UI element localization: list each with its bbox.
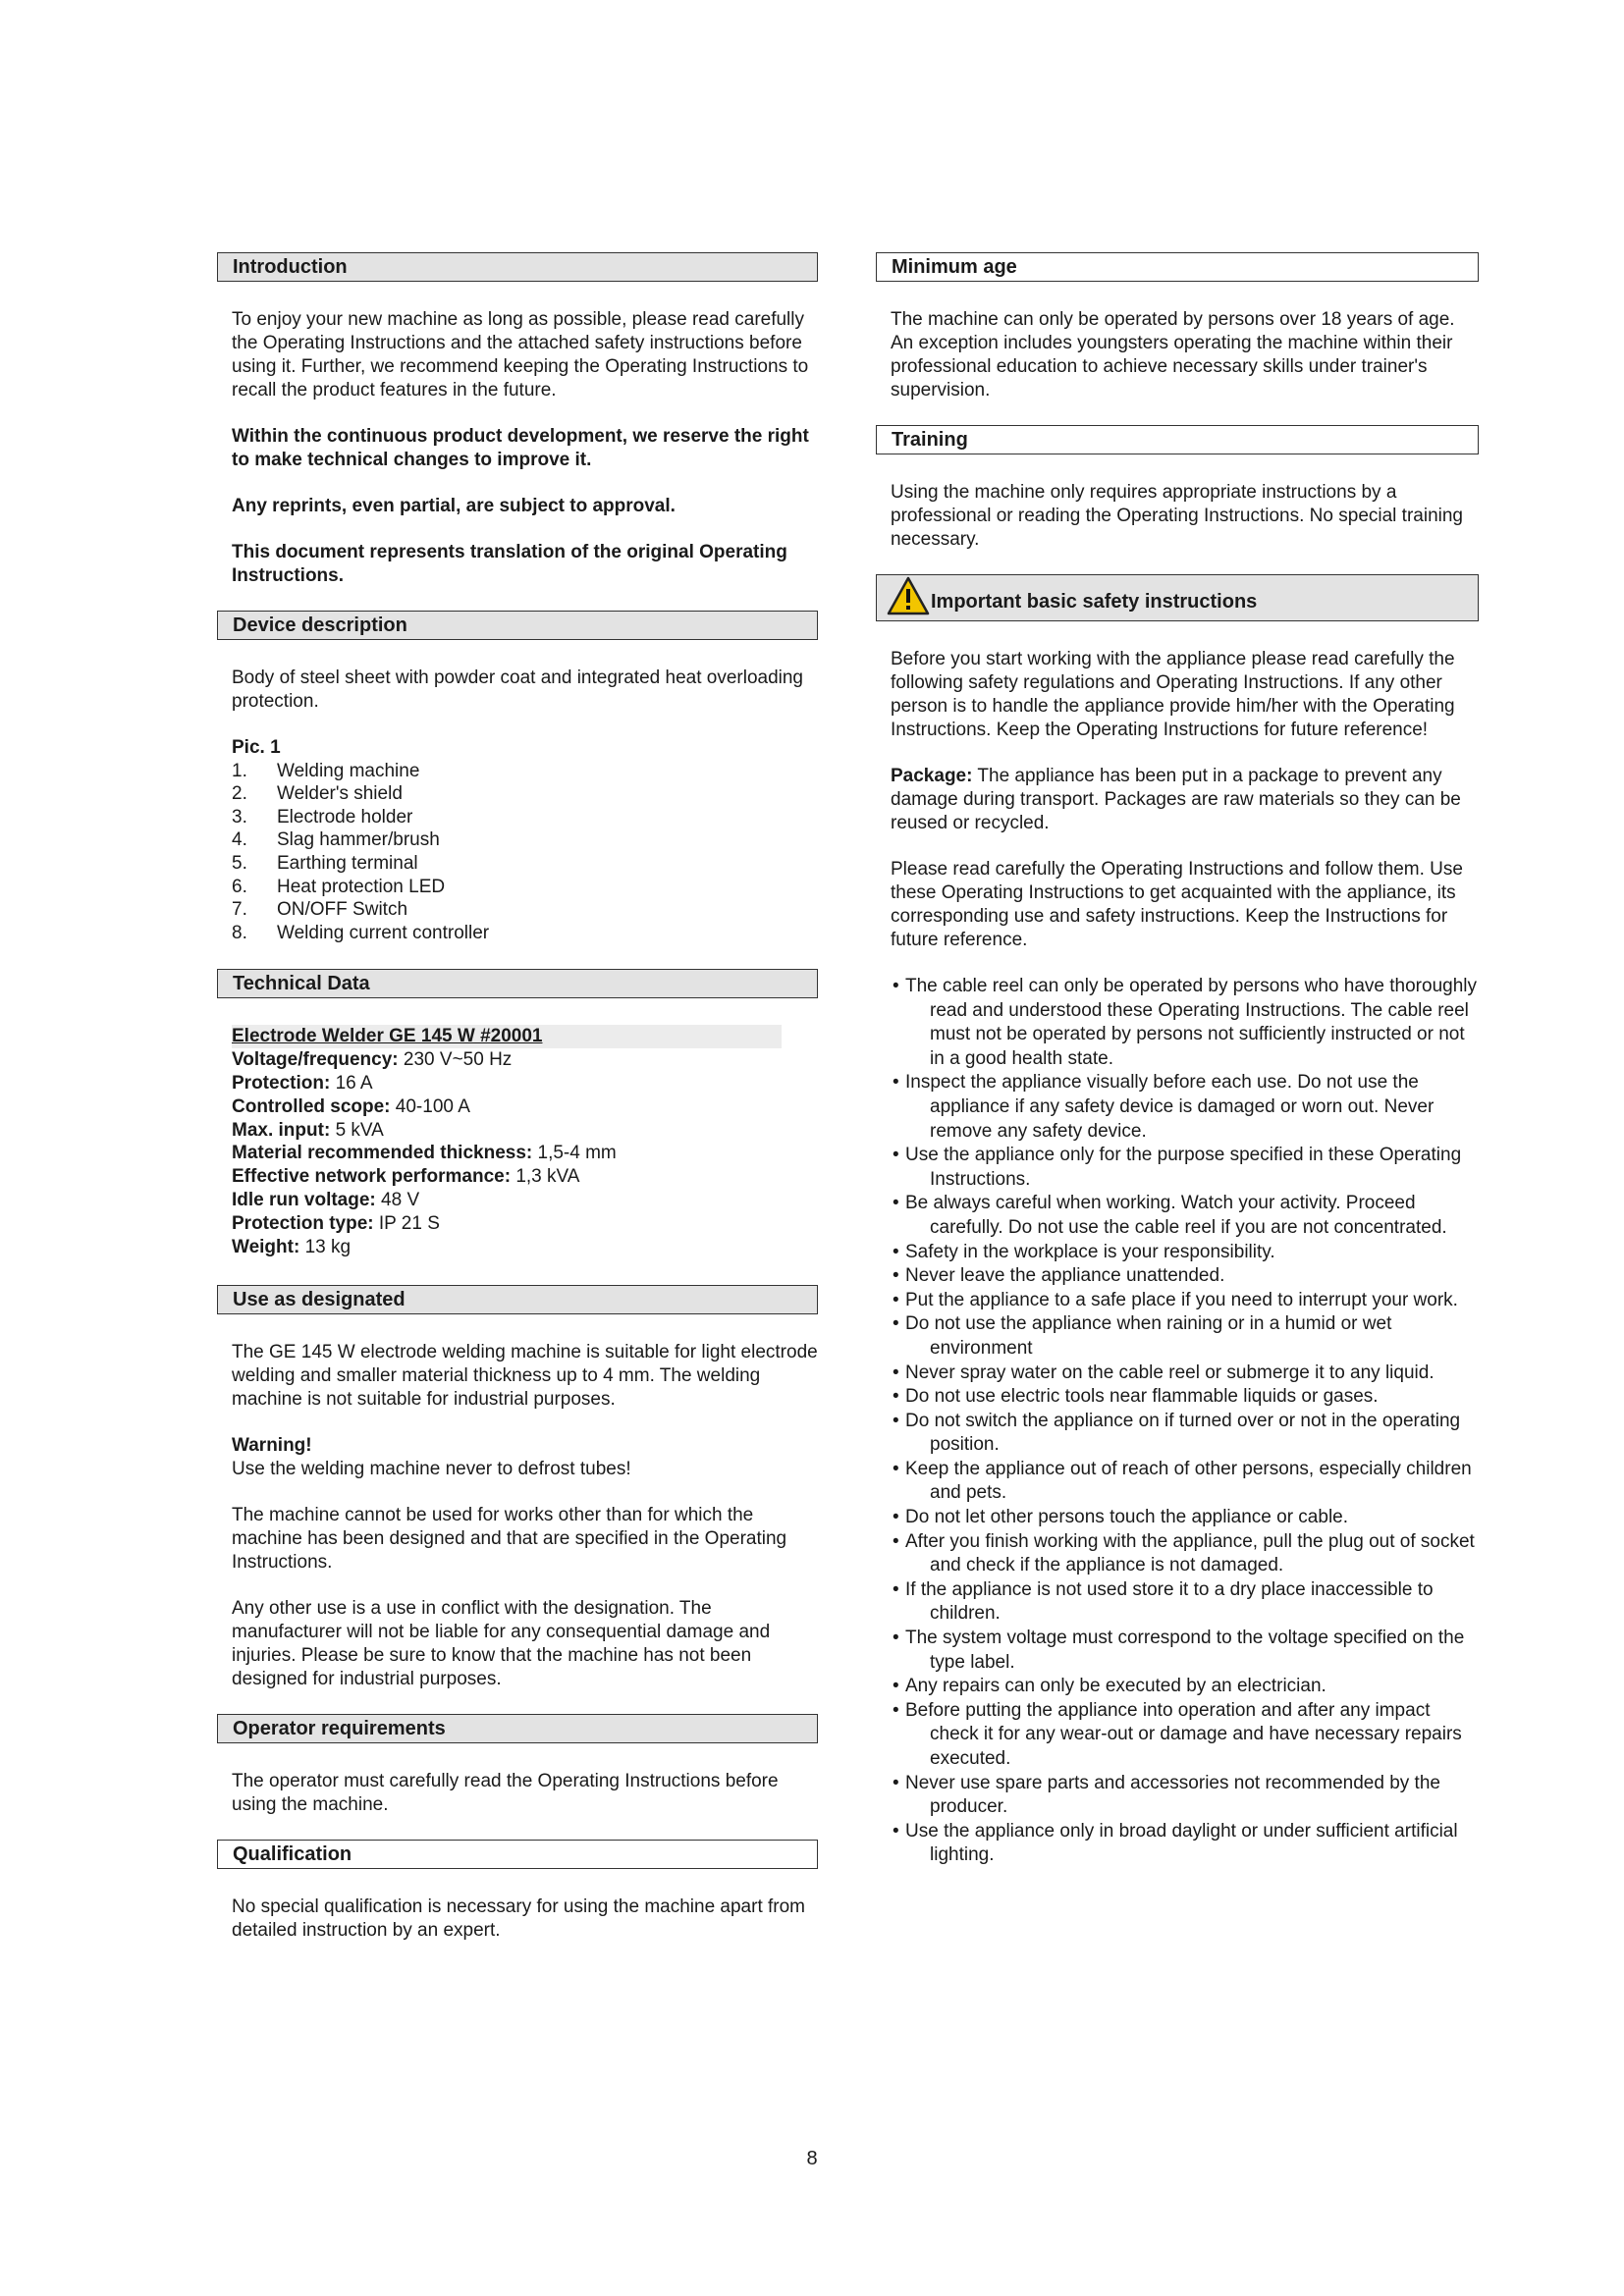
list-item: • Do not use electric tools near flammable liquids or gases.: [891, 1385, 1479, 1410]
technical-data-title: Electrode Welder GE 145 W #20001: [232, 1025, 782, 1048]
table-row: Controlled scope: 40-100 A: [232, 1095, 470, 1117]
introduction-heading: Introduction: [217, 252, 818, 282]
list-item: 5. Earthing terminal: [232, 852, 418, 874]
list-item: • Never leave the appliance unattended.: [891, 1264, 1479, 1289]
list-item: 4. Slag hammer/brush: [232, 829, 440, 851]
introduction-notice-reprints: Any reprints, even partial, are subject to approval.: [232, 496, 676, 516]
list-item: • Use the appliance only for the purpose specified in these Operating Instructions.: [891, 1144, 1479, 1192]
technical-data-heading: Technical Data: [217, 969, 818, 998]
table-row: Max. input: 5 kVA: [232, 1119, 384, 1141]
device-description-paragraph: Body of steel sheet with powder coat and integrated heat overloading protection.: [232, 667, 803, 712]
use-as-designated-heading: Use as designated: [217, 1285, 818, 1314]
list-item: • Before putting the appliance into operation and after any impact check it for any wear-out or damage and have necessary repairs executed.: [891, 1699, 1479, 1772]
safety-bullet-list: [876, 975, 1479, 1868]
list-item: 1. Welding machine: [232, 760, 420, 781]
minimum-age-heading: Minimum age: [876, 252, 1479, 282]
pic-label: Pic. 1: [232, 737, 281, 758]
parts-list: [217, 736, 818, 944]
list-item: • Inspect the appliance visually before each use. Do not use the appliance if any safety device is damaged or worn out. Never remove any safety device.: [891, 1071, 1479, 1144]
warning-text: Use the welding machine never to defrost tubes!: [232, 1459, 631, 1480]
package-label: Package:: [891, 766, 973, 786]
safety-paragraph-2: Please read carefully the Operating Instructions and follow them. Use these Operating Instructions to get acquainted with the appliance, its corresponding use and safety instructions. Keep the Instructions for future reference.: [891, 859, 1463, 950]
use-as-designated-paragraph: The GE 145 W electrode welding machine is suitable for light electrode welding and smaller material thickness up to 4 mm. The welding machine is not suitable for industrial purposes.: [232, 1342, 818, 1411]
table-row: Effective network performance: 1,3 kVA: [232, 1166, 580, 1188]
list-item: • If the appliance is not used store it to a dry place inaccessible to children.: [891, 1578, 1479, 1627]
table-row: Material recommended thickness: 1,5-4 mm: [232, 1143, 617, 1164]
list-item: 2. Welder's shield: [232, 783, 403, 805]
qualification-heading: Qualification: [217, 1840, 818, 1869]
operator-requirements-paragraph: The operator must carefully read the Operating Instructions before using the machine.: [232, 1771, 779, 1816]
introduction-notice-development: Within the continuous product development, we reserve the right to make technical changes to improve it.: [232, 426, 809, 470]
safety-paragraph-1: Before you start working with the appliance please read carefully the following safety regulations and Operating Instructions. If any other person is to handle the appliance provide him/her with the Operating Instructions. Keep the Operating Instructions for future reference!: [891, 649, 1455, 740]
introduction-paragraph: To enjoy your new machine as long as possible, please read carefully the Operating Instructions and the attached safety instructions before using it. Further, we recommend keeping the Operating Instructions to recall the product features in the future.: [232, 309, 809, 400]
package-paragraph: [876, 765, 1479, 835]
warning-triangle-icon: [887, 576, 930, 615]
list-item: • After you finish working with the appliance, pull the plug out of socket and check if the appliance is not damaged.: [891, 1530, 1479, 1578]
table-row: Voltage/frequency: 230 V~50 Hz: [232, 1049, 513, 1071]
device-description-heading: Device description: [217, 611, 818, 640]
list-item: • Use the appliance only in broad daylight or under sufficient artificial lighting.: [891, 1820, 1479, 1868]
list-item: • Do not switch the appliance on if turned over or not in the operating position.: [891, 1410, 1479, 1458]
qualification-paragraph: No special qualification is necessary for using the machine apart from detailed instruction by an expert.: [232, 1896, 806, 1942]
table-row: Weight: 13 kg: [232, 1236, 352, 1257]
training-paragraph: Using the machine only requires appropriate instructions by a professional or reading the Operating Instructions. No special training necessary.: [891, 482, 1463, 550]
table-row: Protection: 16 A: [232, 1072, 373, 1094]
list-item: 7. ON/OFF Switch: [232, 899, 408, 921]
list-item: 6. Heat protection LED: [232, 876, 446, 897]
package-text: The appliance has been put in a package to prevent any damage during transport. Packages are raw materials so they can be reused or recycled.: [891, 766, 1461, 833]
safety-heading: [876, 574, 1479, 621]
list-item: 3. Electrode holder: [232, 806, 413, 828]
list-item: • The system voltage must correspond to the voltage specified on the type label.: [891, 1627, 1479, 1675]
list-item: 8. Welding current controller: [232, 922, 490, 943]
operator-requirements-heading: Operator requirements: [217, 1714, 818, 1743]
list-item: • Safety in the workplace is your responsibility.: [891, 1241, 1479, 1265]
page-number: 8: [806, 2148, 818, 2169]
safety-heading-label: Important basic safety instructions: [931, 591, 1258, 613]
right-column: [876, 252, 1479, 1868]
table-row: Protection type: IP 21 S: [232, 1212, 440, 1234]
list-item: • Do not use the appliance when raining or in a humid or wet environment: [891, 1312, 1479, 1361]
use-as-designated-paragraph-3: Any other use is a use in conflict with the designation. The manufacturer will not be liable for any consequential damage and injuries. Please be sure to know that the machine has not been designed for industrial purposes.: [232, 1598, 771, 1690]
list-item: • Never spray water on the cable reel or submerge it to any liquid.: [891, 1362, 1479, 1386]
list-item: • Put the appliance to a safe place if you need to interrupt your work.: [891, 1289, 1479, 1313]
left-column: [217, 252, 818, 1965]
introduction-notice-translation: This document represents translation of the original Operating Instructions.: [232, 542, 787, 586]
list-item: • The cable reel can only be operated by persons who have thoroughly read and understood these Operating Instructions. The cable reel must not be operated by persons not sufficiently instructed or not in a good health state.: [891, 975, 1479, 1071]
training-heading: Training: [876, 425, 1479, 454]
list-item: • Any repairs can only be executed by an electrician.: [891, 1675, 1479, 1699]
list-item: • Keep the appliance out of reach of other persons, especially children and pets.: [891, 1458, 1479, 1506]
list-item: • Do not let other persons touch the appliance or cable.: [891, 1506, 1479, 1530]
technical-data-table: [217, 1025, 818, 1258]
warning-title: Warning!: [232, 1435, 312, 1457]
warning-block: [217, 1434, 818, 1481]
table-row: Idle run voltage: 48 V: [232, 1189, 420, 1210]
use-as-designated-paragraph-2: The machine cannot be used for works other than for which the machine has been designed and that are specified in the Operating Instructions.: [232, 1505, 787, 1574]
list-item: • Never use spare parts and accessories not recommended by the producer.: [891, 1772, 1479, 1820]
list-item: • Be always careful when working. Watch your activity. Proceed carefully. Do not use the cable reel if you are not concentrated.: [891, 1192, 1479, 1240]
minimum-age-paragraph: The machine can only be operated by persons over 18 years of age. An exception includes youngsters operating the machine within their professional education to achieve necessary skills under trainer's supervision.: [891, 309, 1455, 400]
